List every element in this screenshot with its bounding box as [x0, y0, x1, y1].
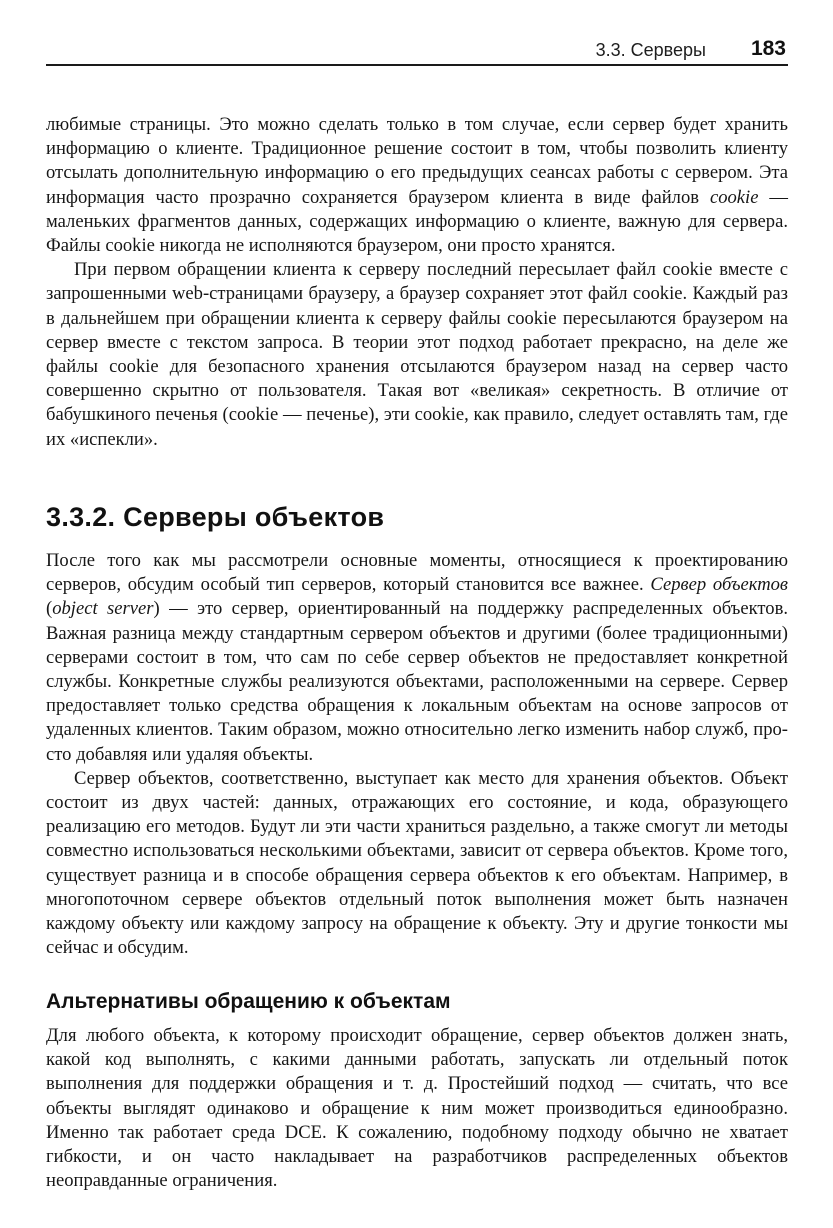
italic-term-object-server-en: object server: [52, 598, 154, 620]
paragraph-cookie-flow: При первом обращении клиента к серверу последний пересылает файл cookie вместе с запрошенными web-страницами браузеру, а браузер сохраняет этот файл cookie. Каждый раз в дальнейшем при обращении клиента к серверу файлы cookie пересылаются браузером на сервер вместе с текстом запроса. В теории этот подход работает прекрасно, на деле же файлы cookie для безопасного хранения отсылаются браузером назад на сервер часто совершенно скрытно от пользователя. Такая вот «великая» секретность. В отличие от бабушкиного печенья (cookie — печенье), эти cookie, как правило, следует оставлять там, где их «испекли».: [46, 259, 788, 450]
paragraph-object-server-definition: [46, 549, 788, 767]
text-block-object-servers: [46, 549, 788, 960]
paragraph-invocation-approach: Для любого объекта, к которому происходит обращение, сервер объектов должен знать, какой код выполнять, с какими данными работать, запускать ли отдельный поток выполнения для поддержки обращения и т. д. Простейший подход — считать, что все объекты выглядят одинаково и обращение к ним может производиться единообразно. Именно так работает среда DCE. К сожалению, подобному подходу обычно не хватает гибкости, и он часто накладывает на разработчиков распределенных объектов неоправданные ограничения.: [46, 1025, 788, 1192]
subsection-heading: Альтернативы обращению к объектам: [46, 990, 451, 1013]
italic-term-cookie: cookie: [709, 186, 759, 208]
running-header-section: 3.3. Серверы: [595, 40, 706, 60]
paragraph-cookie-intro: [46, 113, 788, 258]
paragraph-text: (: [46, 598, 53, 620]
paragraph-text: ) — это сервер, ориентированный на поддержку распределенных объектов. Важная разница между стандартным сервером объектов и другими (более традиционными) серверами состоит в том, что сам по себе сервер объектов не предоставляет конкретной службы. Конкретные службы реализуются объектами, расположенными на сервере. Сервер предоставляет только средства обращения к локальным объектам на основе запросов от удаленных клиентов. Таким образом, можно относительно легко изменить набор служб, просто добавляя или удаляя объекты.: [46, 598, 788, 765]
page-number: 183: [750, 37, 786, 60]
section-heading: 3.3.2. Серверы объектов: [46, 502, 385, 532]
running-header: [46, 34, 788, 66]
text-block-cookies: [46, 113, 788, 452]
paragraph-text: — маленьких фрагментов данных, содержащих информацию о клиенте, важную для сервера. Файлы cookie никогда не исполняются браузером, они просто хранятся.: [46, 186, 788, 257]
text-block-invocation-alternatives: [46, 1024, 788, 1193]
paragraph-text: После того как мы рассмотрели основные моменты, относящиеся к проектированию серверов, обсудим особый тип серверов, который становится все важнее.: [46, 550, 788, 596]
paragraph-object-structure: Сервер объектов, соответственно, выступает как место для хранения объектов. Объект состоит из двух частей: данных, отражающих его состояние, и кода, образующего реализацию его методов. Будут ли эти части храниться раздельно, а также смогут ли методы совместно использоваться несколькими объектами, зависит от сервера объектов. Кроме того, существует разница и в способе обращения сервера объектов к его объектам. Например, в многопоточном сервере объектов отдельный поток выполнения может быть назначен каждому объекту или каждому запросу на обращение к объекту. Эту и другие тонкости мы сейчас и обсудим.: [46, 767, 788, 959]
paragraph-text: любимые страницы. Это можно сделать только в том случае, если сервер будет хранить информацию о клиенте. Традиционное решение состоит в том, чтобы позволить клиенту отсылать дополнительную информацию о его предыдущих сеансах работы с сервером. Эта информация часто прозрачно сохраняется браузером клиента в виде файлов: [46, 114, 788, 208]
italic-term-object-server-ru: Сервер объектов: [650, 574, 788, 596]
